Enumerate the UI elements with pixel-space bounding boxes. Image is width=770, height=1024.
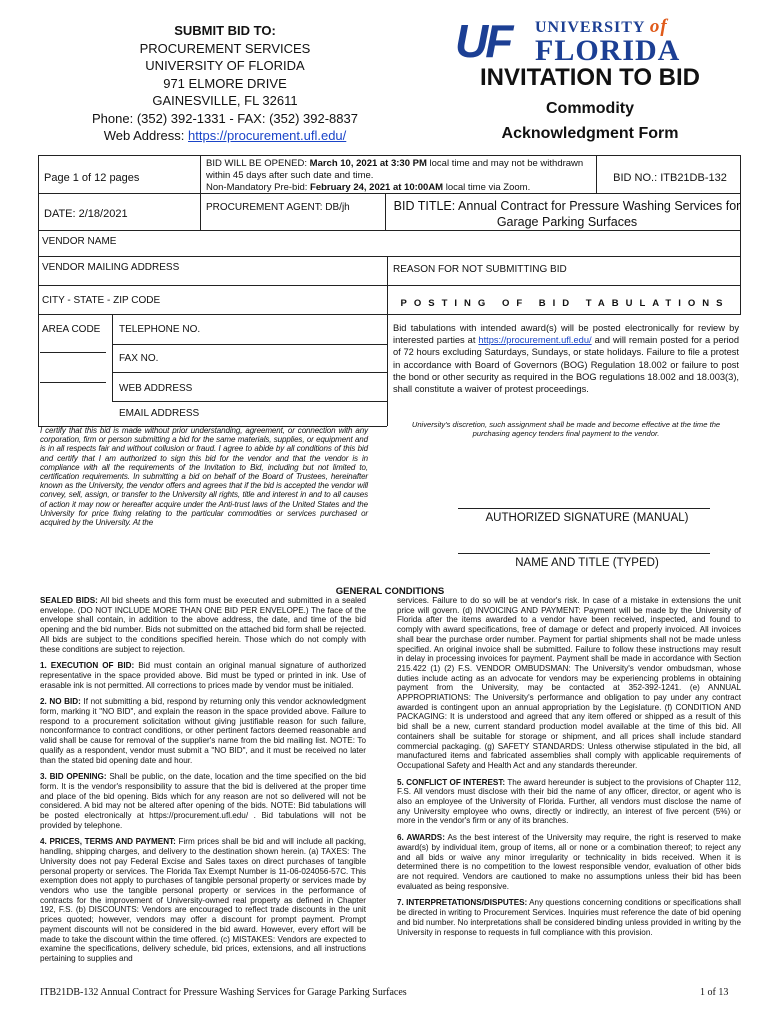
- form-date: DATE: 2/18/2021: [44, 208, 128, 220]
- fax-field[interactable]: FAX NO.: [119, 353, 159, 364]
- address-line: UNIVERSITY OF FLORIDA: [145, 58, 305, 73]
- rule: [387, 256, 388, 426]
- email-field[interactable]: EMAIL ADDRESS: [119, 408, 200, 419]
- reason-field[interactable]: REASON FOR NOT SUBMITTING BID: [393, 264, 567, 275]
- rule: [38, 256, 740, 257]
- form-name: Acknowledgment Form: [501, 125, 679, 142]
- web-address-field[interactable]: WEB ADDRESS: [119, 383, 193, 394]
- rule: [38, 155, 39, 427]
- name-title-line: [458, 553, 710, 554]
- posting-heading: POSTING OF BID TABULATIONS: [400, 298, 730, 309]
- area-code-line: [40, 382, 106, 383]
- vendor-mailing-field[interactable]: VENDOR MAILING ADDRESS: [42, 262, 180, 273]
- rule: [38, 155, 740, 156]
- web-label: Web Address:: [103, 128, 189, 143]
- uf-logo: [455, 10, 725, 66]
- web-link[interactable]: https://procurement.ufl.edu/: [188, 128, 347, 143]
- posting-text: Bid tabulations with intended award(s) will be posted electronically for review by interested parties at https://procurement.ufl.edu/ and will remain posted for a period of 72 hours excluding Saturdays, Sundays, or state holidays. Failure to file a protest in accordance with Board of Governors (BOG) Regulation 18.002 or failure to post the bond or other security as required in the BOG regulations 18.002 and 18.003(3), shall constitute a waiver of protest proceedings.: [393, 323, 739, 395]
- rule: [112, 401, 387, 402]
- rule: [112, 314, 113, 402]
- page-number: 1 of 13: [700, 987, 729, 998]
- rule: [112, 344, 387, 345]
- procurement-link[interactable]: https://procurement.ufl.edu/: [478, 335, 592, 346]
- certification-text: I certify that this bid is made without prior understanding, agreement, or connection with any corporation, firm or person submitting a bid for the same materials, supplies, or equipment and is in all respects fair and without collusion or fraud. I agree to abide by all conditions of this bid and certify that I am authorized to sign this bid for the vendor and that the vendor is in compliance with all the requirements of the Invitation to Bid, including but not limited to, certification requirements. In submitting a bid on behalf of the Board of Trustees, hereinafter known as the University, the vendor offers and agrees that if the bid is accepted the vendor will convey, sell, assign, or transfer to the University all rights, title and interest in and to all causes of action it may now or hereafter acquire under the Anti-trust laws of the United States and the University for price fixing relating to the particular commodities or services purchased or acquired by the University. At the: [40, 426, 368, 528]
- rule: [385, 193, 386, 230]
- rule: [38, 285, 740, 286]
- phone-fax: Phone: (352) 392-1331 - FAX: (352) 392-8837: [92, 110, 358, 126]
- rule: [740, 155, 741, 315]
- condition-paragraph: 7. INTERPRETATIONS/DISPUTES: Any questions concerning conditions or specifications shall be directed in writing to Procurement Services. Inquiries must reference the date of bid opening and bid number. No interpretations shall be considered binding unless provided in writing by the University in response to requests in full compliance with this provision.: [397, 898, 741, 937]
- area-code-field[interactable]: AREA CODE: [42, 324, 101, 335]
- submit-bid-block: [40, 22, 410, 145]
- general-conditions-heading: GENERAL CONDITIONS: [335, 586, 445, 597]
- page-count: Page 1 of 12 pages: [44, 172, 140, 184]
- bid-number: BID NO.: ITB21DB-132: [613, 172, 727, 184]
- logo-florida: FLORIDA: [535, 34, 681, 67]
- condition-paragraph: 5. CONFLICT OF INTEREST: The award hereunder is subject to the provisions of Chapter 112, F.S. All vendors must disclose with their bid the name of any officer, director, or agent who is also an employee of the University of Florida. Further, all vendors must disclose the name of any University employee who owns, directly or indirectly, an interest of five percent (5%) or more in the vendor's firm or any of its branches.: [397, 777, 741, 826]
- document-subtitle: Commodity: [546, 100, 634, 117]
- rule: [38, 230, 740, 231]
- condition-paragraph: 1. EXECUTION OF BID: Bid must contain an original manual signature of authorized representative in the space provided above. Bid must be typed or printed in ink. Use of erasable ink is not permitted. All corrections to prices made by vendor must be initialed.: [40, 661, 366, 690]
- footer-text: ITB21DB-132 Annual Contract for Pressure Washing Services for Garage Parking Surfaces: [40, 987, 407, 998]
- condition-paragraph: 6. AWARDS: As the best interest of the University may require, the right is reserved to make award(s) by individual item, group of items, all or none or a combination thereof; to reject any and all bids or waive any minor irregularity or technicality in bids received. When it is determined there is no competition to the lowest responsible vendor, evaluation of other bids are not required. Vendors are cautioned to make no assumptions unless their bid has been evaluated as being responsive.: [397, 833, 741, 891]
- bid-opening-info: BID WILL BE OPENED: March 10, 2021 at 3:30 PM local time and may not be withdrawn within 45 days after such date and time. Non-Mandatory Pre-bid: February 24, 2021 at 10:00AM local time via Zoom.: [206, 158, 584, 193]
- bid-title: BID TITLE: Annual Contract for Pressure Washing Services for Garage Parking Surfaces: [393, 199, 741, 229]
- area-code-line: [40, 352, 106, 353]
- general-conditions-right: [397, 596, 741, 944]
- address-line: GAINESVILLE, FL 32611: [152, 93, 298, 108]
- name-title-label[interactable]: NAME AND TITLE (TYPED): [515, 557, 659, 569]
- telephone-field[interactable]: TELEPHONE NO.: [119, 324, 201, 335]
- logo-university: UNIVERSITY of: [535, 16, 668, 37]
- discretion-text: University's discretion, such assignment shall be made and become effective at the time the purchasing agency tenders final payment to the vendor.: [411, 420, 721, 438]
- address-line: PROCUREMENT SERVICES: [139, 40, 311, 56]
- condition-paragraph: 3. BID OPENING: Shall be public, on the date, location and the time specified on the bid form. It is the vendor's responsibility to assure that the bid is delivered at the proper time and place of the bid opening. Bids which for any reason are not so delivered will not be considered. A bid may not be altered after opening of the bids. NOTE: Bid tabulations will be posted electronically at https://procurement.ufl.edu/ . Bid tabulations will not be provided by telephone.: [40, 772, 367, 830]
- vendor-name-field[interactable]: VENDOR NAME: [42, 236, 117, 247]
- address-line: 971 ELMORE DRIVE: [163, 75, 287, 91]
- document-title: INVITATION TO BID: [480, 64, 700, 91]
- condition-paragraph: 2. NO BID: If not submitting a bid, respond by returning only this vendor acknowledgment form, marking it "NO BID", and explain the reason in the space provided above. Failure to respond to a procurement solicitation without giving justifiable reason for such failure, nonconformance to contract conditions, or other pertinent factors deemed reasonable and valid shall be cause for removal of the supplier's name from the bid mailing list. NOTE: To qualify as a respondent, vendor must submit a "NO BID", and it must be received no later than the stated bid opening date and hour.: [40, 697, 366, 765]
- rule: [596, 155, 597, 193]
- condition-paragraph: SEALED BIDS: All bid sheets and this form must be executed and submitted in a sealed envelope. (DO NOT INCLUDE MORE THAN ONE BID PER ENVELOPE.) The face of the envelope shall contain, in addition to the above address, the date, and time of the bid opening and the bid number. Bids not submitted on the attached bid form shall be rejected. All bids are subject to the conditions specified herein. Those which do not comply with these conditions are subject to rejection.: [40, 596, 366, 654]
- authorized-signature-label[interactable]: AUTHORIZED SIGNATURE (MANUAL): [485, 512, 689, 524]
- rule: [112, 372, 387, 373]
- signature-line: [458, 508, 710, 509]
- logo-uf: UF: [455, 15, 511, 67]
- condition-paragraph: 4. PRICES, TERMS AND PAYMENT: Firm prices shall be bid and will include all packing, handling, shipping charges, and delivery to the destination shown herein. (a) TAXES: The University does not pay Federal Excise and Sales taxes on direct purchases of tangible personal property or services. The Florida Tax Exempt Number is 11-06-024056-57C. This exemption does not apply to purchases of tangible personal property or services made by vendors who use the tangible personal property or services in the performance of contracts for the improvement of University-owned real property as defined in Chapter 192, F.S. (b) DISCOUNTS: Vendors are encouraged to reflect trade discounts in the unit prices quoted; however, vendors may offer a discount for prompt payment. Prompt payment discounts will not be considered in the bid award. However, every effort will be made to take the discount within the time offered. (c) MISTAKES: Vendors are expected to examine the specifications, delivery schedule, bid prices, extensions, and all instructions pertaining to supplies and: [40, 837, 366, 963]
- condition-paragraph: services. Failure to do so will be at vendor's risk. In case of a mistake in extensions the unit price will govern. (d) INVOICING AND PAYMENT: Payment will be made by the University of Florida after the items awarded to a vendor have been received, inspected, and found to comply with award specifications, free of damage or defect and properly invoiced. All invoices shall bear the purchase order number. Payment for partial shipments shall not be made unless specified. An original invoice shall be submitted. Failure to follow these instructions may result in delay in processing invoices for payment. Payment shall be made in accordance with Section 215.422 (1) (2) F.S. VENDOR OMBUDSMAN: The University's vendor ombudsman, whose duties include acting as an advocate for vendors may be experiencing problems in obtaining payment from the University, may be contacted at 352-392-1241. (e) ANNUAL APPROPRIATIONS: The University's performance and obligation to pay under any contract awarded is contingent upon an annual appropriation by the Legislature. (f) CONDITION AND PACKAGING: It is understood and agreed that any item offered or shipped as a result of this bid shall be a new, current standard production model available at the time of this bid. All containers shall be suitable for storage or shipment, and all prices shall include standard commercial packaging. (g) SAFETY STANDARDS: Unless otherwise stipulated in the bid, all manufactured items and fabricated assemblies shall comply with applicable requirements of Occupational Safety and Health Act and any standards thereunder.: [397, 596, 741, 770]
- general-conditions-left: [40, 596, 366, 971]
- submit-heading: SUBMIT BID TO:: [174, 23, 276, 38]
- procurement-agent: PROCUREMENT AGENT: DB/jh: [206, 202, 350, 213]
- rule: [38, 314, 740, 315]
- city-state-zip-field[interactable]: CITY - STATE - ZIP CODE: [42, 295, 161, 306]
- web-address: [40, 127, 410, 145]
